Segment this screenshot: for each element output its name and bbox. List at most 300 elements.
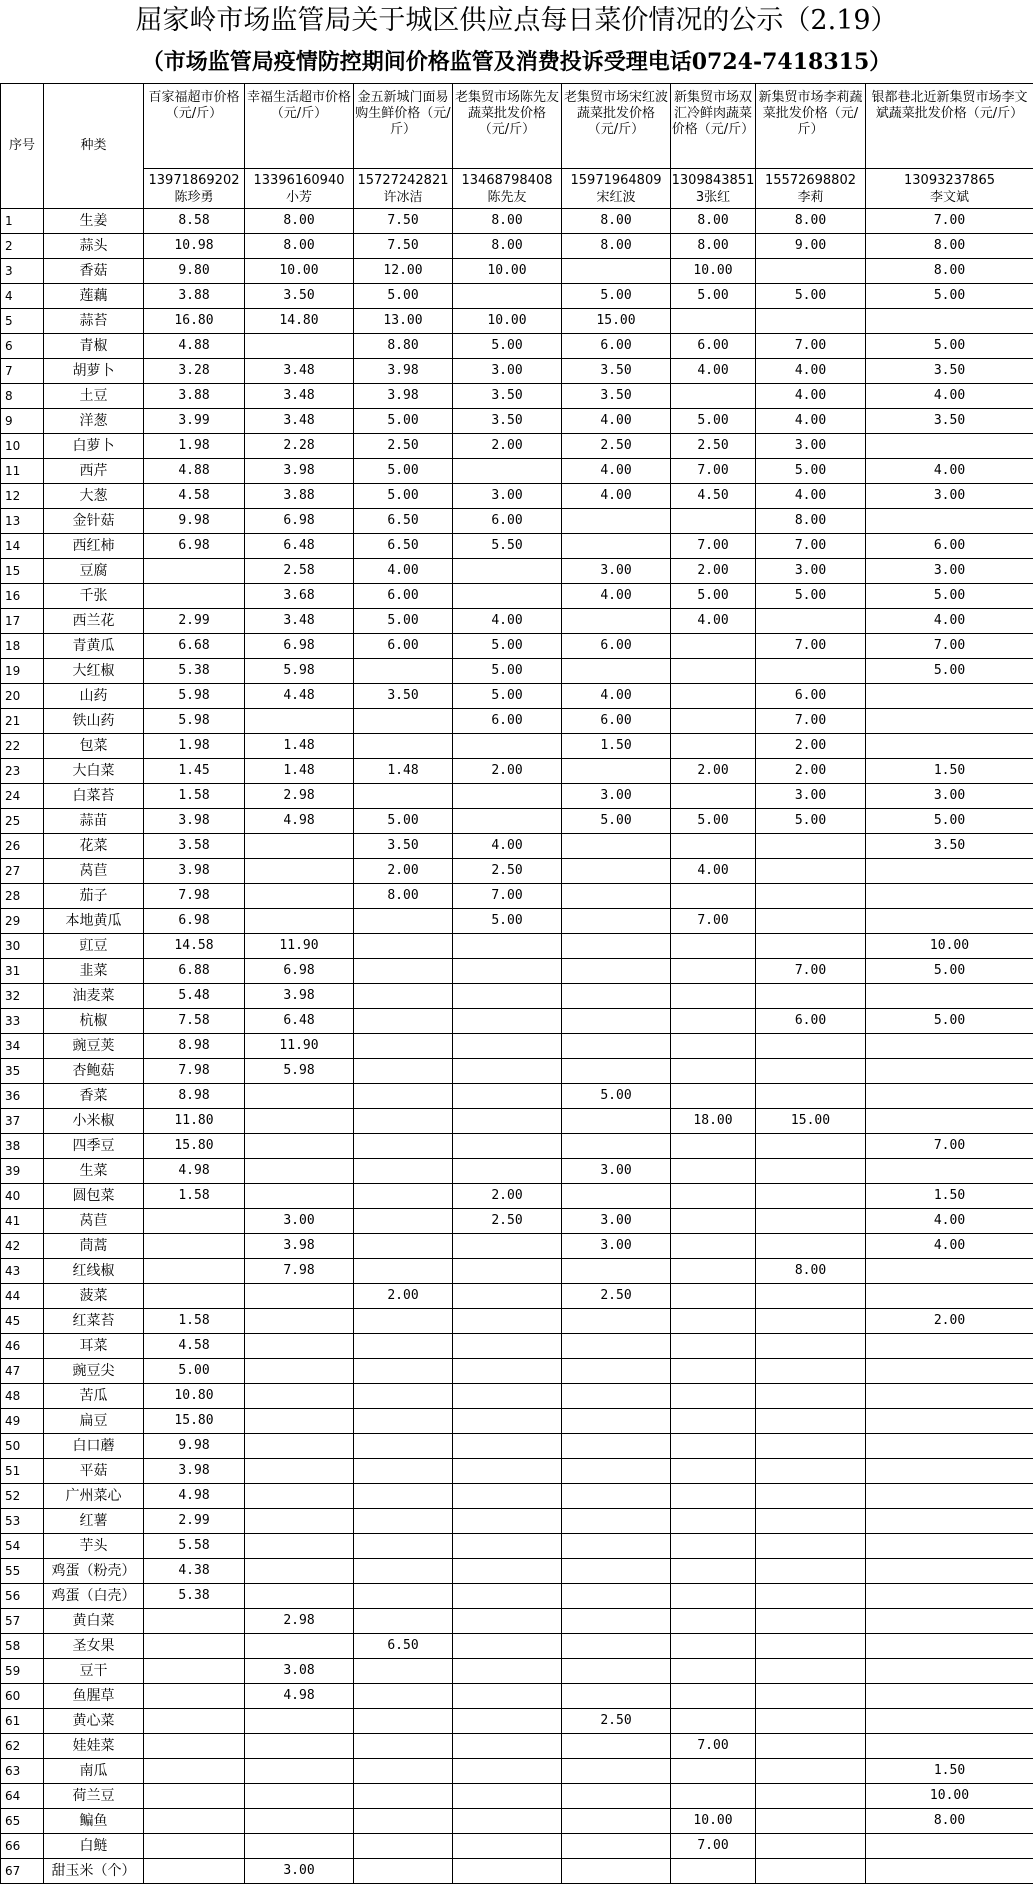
price-cell: 9.98 [144,1434,245,1459]
price-cell: 3.00 [453,484,562,509]
price-cell: 3.48 [245,384,354,409]
price-cell [562,1459,671,1484]
vegetable-name: 豌豆尖 [44,1359,144,1384]
price-cell: 7.00 [866,634,1033,659]
price-cell: 3.98 [354,384,453,409]
price-cell: 2.00 [866,1309,1033,1334]
price-cell [866,1384,1033,1409]
price-cell [453,1359,562,1384]
price-cell: 2.50 [453,859,562,884]
price-cell: 8.00 [354,884,453,909]
row-index: 67 [1,1859,44,1884]
row-index: 40 [1,1184,44,1209]
price-cell [354,1734,453,1759]
vegetable-name: 铁山药 [44,709,144,734]
row-index: 10 [1,434,44,459]
row-index: 21 [1,709,44,734]
table-row [1,1009,1033,1034]
vegetable-name: 青黄瓜 [44,634,144,659]
table-row [1,884,1033,909]
price-cell [144,1834,245,1859]
price-cell: 3.98 [245,984,354,1009]
price-cell: 7.00 [671,459,756,484]
price-cell [144,1209,245,1234]
price-cell: 4.00 [866,384,1033,409]
price-cell [453,1434,562,1459]
table-row [1,1559,1033,1584]
price-cell: 3.50 [866,409,1033,434]
price-cell: 10.00 [453,309,562,334]
table-row [1,1309,1033,1334]
price-cell [562,1659,671,1684]
row-index: 4 [1,284,44,309]
row-index: 30 [1,934,44,959]
price-cell [866,684,1033,709]
vegetable-name: 小米椒 [44,1109,144,1134]
price-cell [562,609,671,634]
table-row [1,1034,1033,1059]
price-cell [866,1159,1033,1184]
price-cell: 3.50 [354,834,453,859]
price-cell: 5.50 [453,534,562,559]
price-cell [562,1534,671,1559]
table-row [1,1734,1033,1759]
price-cell [245,1184,354,1209]
price-cell: 8.00 [453,234,562,259]
price-cell [354,1259,453,1284]
price-cell [245,1809,354,1834]
price-cell: 6.00 [453,709,562,734]
price-cell: 6.50 [354,509,453,534]
price-cell: 2.00 [453,759,562,784]
row-index: 23 [1,759,44,784]
price-cell: 3.00 [562,1234,671,1259]
table-row [1,959,1033,984]
price-cell: 12.00 [354,259,453,284]
vegetable-name: 耳菜 [44,1334,144,1359]
row-index: 3 [1,259,44,284]
price-cell [144,1234,245,1259]
row-index: 53 [1,1509,44,1534]
price-cell [671,1209,756,1234]
vegetable-name: 香菇 [44,259,144,284]
price-cell [144,1684,245,1709]
price-cell [671,659,756,684]
price-cell [671,1434,756,1459]
row-index: 31 [1,959,44,984]
vegetable-name: 豆干 [44,1659,144,1684]
price-cell: 5.98 [144,684,245,709]
price-cell [453,1234,562,1259]
row-index: 39 [1,1159,44,1184]
vegetable-name: 胡萝卜 [44,359,144,384]
price-cell [453,284,562,309]
price-cell: 5.00 [866,584,1033,609]
price-cell: 1.48 [354,759,453,784]
vegetable-name: 鳊鱼 [44,1809,144,1834]
vendor-phone: 1309843851 [671,172,755,189]
price-cell [756,1359,866,1384]
vegetable-name: 生姜 [44,209,144,234]
price-cell: 3.99 [144,409,245,434]
price-cell [245,334,354,359]
price-cell [453,1859,562,1884]
price-cell [756,1334,866,1359]
price-cell [453,1134,562,1159]
price-cell: 3.88 [144,384,245,409]
table-row [1,984,1033,1009]
price-cell: 3.00 [866,484,1033,509]
price-cell: 2.28 [245,434,354,459]
row-index: 58 [1,1634,44,1659]
price-cell: 4.00 [562,684,671,709]
row-index: 52 [1,1484,44,1509]
price-table [0,83,1033,1884]
price-cell [354,1134,453,1159]
price-cell [671,1184,756,1209]
price-cell [144,1809,245,1834]
price-cell [562,1384,671,1409]
price-cell [354,1859,453,1884]
price-cell: 3.58 [144,834,245,859]
price-cell [562,1434,671,1459]
row-index: 42 [1,1234,44,1259]
row-index: 60 [1,1684,44,1709]
price-cell [453,1709,562,1734]
vegetable-name: 生菜 [44,1159,144,1184]
table-row [1,284,1033,309]
price-cell [756,1659,866,1684]
price-cell: 5.00 [354,809,453,834]
table-row [1,659,1033,684]
price-cell [562,1509,671,1534]
price-cell [671,1384,756,1409]
price-cell: 4.88 [144,459,245,484]
row-index: 48 [1,1384,44,1409]
price-cell: 3.98 [144,809,245,834]
table-row [1,1134,1033,1159]
price-cell [671,709,756,734]
header-vendor: 新集贸市场双汇冷鲜肉蔬菜价格（元/斤） [671,84,756,169]
price-cell: 4.00 [756,359,866,384]
table-row [1,1284,1033,1309]
price-cell [866,1709,1033,1734]
price-cell [866,1734,1033,1759]
price-cell: 3.98 [245,1234,354,1259]
price-cell [453,1334,562,1359]
price-cell [354,709,453,734]
price-cell: 3.88 [144,284,245,309]
price-cell: 1.50 [562,734,671,759]
price-cell [562,934,671,959]
price-cell [144,1859,245,1884]
vendor-contact [144,169,245,209]
row-index: 22 [1,734,44,759]
row-index: 65 [1,1809,44,1834]
price-cell [756,1559,866,1584]
row-index: 7 [1,359,44,384]
price-cell: 2.00 [354,859,453,884]
price-cell [756,659,866,684]
row-index: 20 [1,684,44,709]
price-cell [245,1109,354,1134]
price-cell [671,1609,756,1634]
price-cell [245,1084,354,1109]
table-row [1,684,1033,709]
price-cell [866,1484,1033,1509]
price-cell [866,509,1033,534]
price-cell [671,1509,756,1534]
price-cell [756,1759,866,1784]
price-cell [354,1309,453,1334]
price-cell [866,1334,1033,1359]
vendor-phone: 13971869202 [144,172,244,189]
price-cell [866,1359,1033,1384]
price-cell [671,884,756,909]
price-cell [354,1209,453,1234]
price-cell [756,1834,866,1859]
row-index: 41 [1,1209,44,1234]
table-row [1,609,1033,634]
price-cell [453,1159,562,1184]
vendor-contact-name: 许冰洁 [354,189,452,206]
price-cell: 4.00 [866,609,1033,634]
row-index: 64 [1,1784,44,1809]
table-row [1,1159,1033,1184]
price-cell [562,1859,671,1884]
vegetable-name: 白菜苔 [44,784,144,809]
row-index: 8 [1,384,44,409]
price-cell [671,634,756,659]
vegetable-name: 红薯 [44,1509,144,1534]
price-cell [671,1009,756,1034]
price-cell: 3.00 [245,1859,354,1884]
price-cell [866,1584,1033,1609]
price-cell [671,1259,756,1284]
price-cell: 8.00 [866,234,1033,259]
price-cell [866,1609,1033,1634]
price-cell [453,1759,562,1784]
price-cell: 2.50 [562,1709,671,1734]
price-cell [245,709,354,734]
price-cell [453,959,562,984]
price-cell: 1.48 [245,734,354,759]
table-row [1,584,1033,609]
row-index: 27 [1,859,44,884]
price-cell [245,1559,354,1584]
price-cell: 2.00 [671,559,756,584]
row-index: 24 [1,784,44,809]
price-cell [562,1409,671,1434]
price-cell: 5.00 [453,684,562,709]
table-row [1,534,1033,559]
price-cell [354,1009,453,1034]
price-cell [756,934,866,959]
row-index: 17 [1,609,44,634]
price-cell: 3.50 [453,384,562,409]
table-row [1,1434,1033,1459]
row-index: 63 [1,1759,44,1784]
row-index: 32 [1,984,44,1009]
price-cell [453,1484,562,1509]
table-row [1,1609,1033,1634]
contact-row [1,169,1033,209]
price-cell: 2.50 [562,1284,671,1309]
price-cell [354,934,453,959]
price-cell [756,984,866,1009]
table-row [1,1659,1033,1684]
price-cell [866,1284,1033,1309]
price-cell [144,559,245,584]
price-cell [245,1284,354,1309]
price-cell [144,1259,245,1284]
price-cell: 8.98 [144,1084,245,1109]
price-cell [671,1059,756,1084]
table-row [1,1784,1033,1809]
vendor-contact-name: 小芳 [245,189,353,206]
price-cell: 5.00 [866,284,1033,309]
vegetable-name: 青椒 [44,334,144,359]
table-row [1,934,1033,959]
vegetable-name: 韭菜 [44,959,144,984]
table-row [1,1259,1033,1284]
price-cell: 3.50 [562,359,671,384]
price-cell: 6.98 [245,509,354,534]
vegetable-name: 洋葱 [44,409,144,434]
price-cell [756,1309,866,1334]
price-cell: 5.00 [756,459,866,484]
price-cell: 6.98 [144,534,245,559]
price-cell [354,1559,453,1584]
vegetable-name: 鱼腥草 [44,1684,144,1709]
price-cell [671,1284,756,1309]
price-cell: 4.00 [562,459,671,484]
price-cell [756,1809,866,1834]
price-cell: 6.00 [671,334,756,359]
price-cell: 15.00 [756,1109,866,1134]
price-cell [671,1084,756,1109]
vegetable-name: 白萝卜 [44,434,144,459]
price-cell: 2.99 [144,1509,245,1534]
vendor-phone: 13396160940 [245,172,353,189]
price-cell: 5.00 [671,284,756,309]
price-cell [756,884,866,909]
vegetable-name: 杏鲍菇 [44,1059,144,1084]
table-row [1,1084,1033,1109]
vendor-contact-name: 李莉 [756,189,865,206]
price-cell [562,659,671,684]
price-cell: 7.00 [756,534,866,559]
price-cell: 3.68 [245,584,354,609]
price-cell [354,1384,453,1409]
price-cell [453,734,562,759]
price-cell [144,1609,245,1634]
price-cell [245,1384,354,1409]
price-cell: 6.98 [245,634,354,659]
price-cell [562,984,671,1009]
table-row [1,1184,1033,1209]
price-cell [756,1434,866,1459]
price-cell: 11.80 [144,1109,245,1134]
price-cell [756,1609,866,1634]
price-cell: 6.68 [144,634,245,659]
row-index: 49 [1,1409,44,1434]
page-subtitle: （市场监管局疫情防控期间价格监管及消费投诉受理电话0724-7418315） [0,42,1033,82]
price-cell: 10.00 [245,259,354,284]
vegetable-name: 菠菜 [44,1284,144,1309]
price-cell [866,1834,1033,1859]
price-cell [354,1484,453,1509]
price-cell [756,1209,866,1234]
price-cell [756,609,866,634]
header-vendor: 老集贸市场陈先友蔬菜批发价格（元/斤） [453,84,562,169]
row-index: 13 [1,509,44,534]
vendor-phone: 15572698802 [756,172,865,189]
price-cell: 8.00 [671,234,756,259]
price-cell: 7.00 [756,334,866,359]
price-cell [866,734,1033,759]
row-index: 29 [1,909,44,934]
price-cell [245,859,354,884]
vegetable-name: 金针菇 [44,509,144,534]
price-cell [453,784,562,809]
vegetable-name: 荷兰豆 [44,1784,144,1809]
price-cell: 8.00 [453,209,562,234]
vegetable-name: 杭椒 [44,1009,144,1034]
price-cell: 4.38 [144,1559,245,1584]
price-cell [245,1359,354,1384]
row-index: 50 [1,1434,44,1459]
vendor-phone: 15971964809 [562,172,670,189]
vegetable-name: 广州菜心 [44,1484,144,1509]
price-cell [453,1734,562,1759]
price-cell: 3.98 [354,359,453,384]
table-row [1,1334,1033,1359]
vendor-contact [354,169,453,209]
price-cell: 8.00 [245,209,354,234]
price-cell: 5.98 [245,1059,354,1084]
table-row [1,359,1033,384]
price-cell: 6.00 [354,584,453,609]
price-cell: 6.00 [756,684,866,709]
price-cell: 3.50 [354,684,453,709]
table-row [1,1059,1033,1084]
vegetable-name: 甜玉米（个） [44,1859,144,1884]
price-cell [562,1184,671,1209]
price-cell [354,1409,453,1434]
price-cell: 3.50 [245,284,354,309]
price-cell [671,784,756,809]
price-cell: 7.00 [756,959,866,984]
price-cell: 3.98 [144,1459,245,1484]
price-cell [562,759,671,784]
price-cell [245,1309,354,1334]
vegetable-name: 花菜 [44,834,144,859]
row-index: 25 [1,809,44,834]
vegetable-name: 白鲢 [44,1834,144,1859]
table-row [1,859,1033,884]
price-cell [354,1059,453,1084]
price-cell [671,1484,756,1509]
price-cell [756,909,866,934]
vegetable-name: 茼蒿 [44,1234,144,1259]
row-index: 19 [1,659,44,684]
table-row [1,1859,1033,1884]
price-cell [671,1134,756,1159]
price-cell: 3.48 [245,359,354,384]
price-cell: 8.00 [562,234,671,259]
price-cell [562,959,671,984]
